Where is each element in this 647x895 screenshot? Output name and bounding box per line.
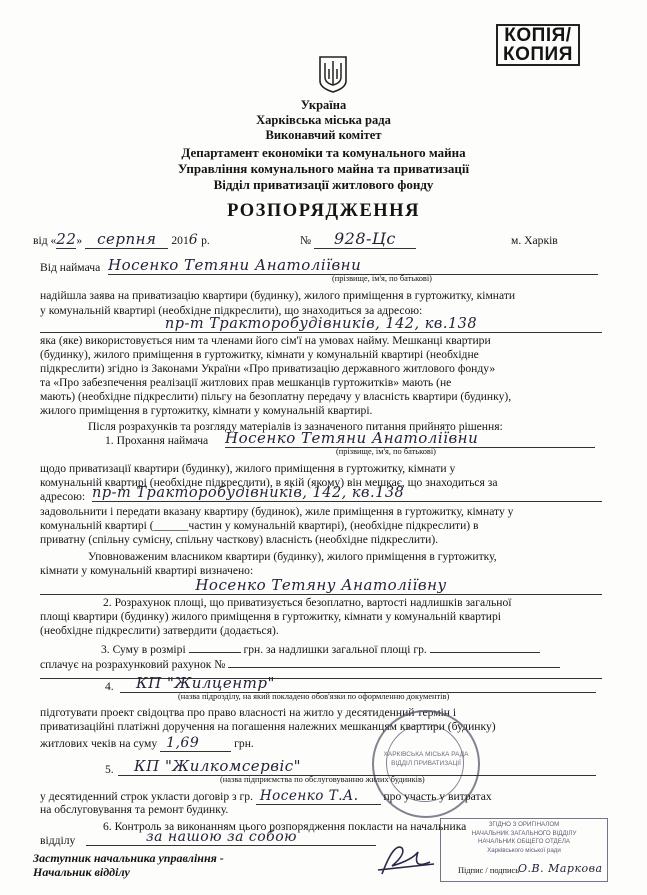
item5-caption: (назва підприємства по обслуговуванню жилих будинків)	[220, 775, 425, 784]
header-council: Харківська міська рада	[256, 113, 391, 127]
item1-line2: комунальній квартирі (необхідне підкреслити), в якій (якому) він мешкає, що знаходиться за	[40, 476, 498, 489]
date-month: серпня	[85, 230, 168, 249]
item6-label: відділу	[40, 834, 76, 847]
intro-line6: та «Про забезпечення реалізації житлових прав мешканців гуртожитків» мають (не	[40, 376, 452, 389]
intro-line8: жилого приміщення в гуртожитку, кімнати у комунальній квартирі.	[40, 404, 373, 417]
item1-owner: Носенко Тетяну Анатоліївну	[40, 576, 602, 595]
employer-label: Від наймача	[40, 261, 101, 274]
item6-line1: 6. Контроль за виконанням цього розпорядження покласти на начальника	[103, 820, 467, 833]
item3-line1: 3. Суму в розмірі грн. за надлишки загальної площі гр.	[101, 641, 540, 657]
item1-label: 1. Прохання наймача	[105, 434, 209, 447]
copy-stamp-line1: КОПІЯ/	[504, 25, 572, 46]
number-line: № 928-Цс	[300, 232, 416, 248]
signature-role-line2: Начальник відділу	[33, 865, 130, 879]
item5-org: КП "Жилкомсервіс"	[118, 757, 596, 776]
item2-line3: (необхідне підкреслити) затвердити (додається).	[40, 624, 279, 637]
item4-line2: приватизаційні платіжні доручення на погашення належних мешканцям квартири (будинку)	[40, 720, 496, 733]
header-committee: Виконавчий комітет	[265, 128, 382, 142]
item4-line3: житлових чеків на суму 1,69 грн.	[40, 735, 254, 751]
header-division: Відділ приватизації житлового фонду	[213, 177, 434, 192]
handwritten-signature	[372, 840, 442, 880]
item1-caption: (прізвище, ім'я, по батькові)	[336, 447, 436, 456]
item2-line1: 2. Розрахунок площі, що приватизується безоплатно, вартості надлишків загальної	[103, 596, 512, 609]
city: м. Харків	[511, 234, 558, 247]
item4-org: КП "Жилцентр"	[120, 674, 596, 693]
copy-stamp-line2: КОПИЯ	[503, 44, 573, 65]
item5-line1: у десятиденний строк укласти договір з гр. Носенко Т.А. про участь у витратах	[40, 788, 492, 804]
signature-role-line1: Заступник начальника управління -	[33, 851, 224, 865]
item4-sum: 1,69	[160, 735, 231, 752]
item4-line1: підготувати проект свідоцтва про право власності на житло у десятиденний термін і	[40, 706, 457, 719]
item1-line4: задовольнити і передати вказану квартиру (будинок), жиле приміщення в гуртожитку, кімнату у	[40, 505, 514, 518]
intro-line2: у комунальній квартирі (необхідне підкреслити), що знаходиться за адресою:	[40, 304, 423, 317]
round-stamp-line2: ВІДДІЛ ПРИВАТИЗАЦІЇ	[391, 760, 461, 767]
intro-line7: мають) (необхідне підкреслити) пільгу на безоплатну передачу у власність квартири (будинку),	[40, 390, 512, 403]
round-stamp-line1: ХАРКІВСЬКА МІСЬКА РАДА	[383, 751, 469, 758]
item4-caption: (назва підрозділу, на який покладено обов'язки по оформленню документів)	[178, 692, 450, 701]
signatory-name: О.В. Маркова	[518, 862, 603, 875]
item3-account-blank	[228, 656, 560, 668]
item2-line2: площі квартири (будинку) жилого приміщення в гуртожитку, кімнати у комунальній квартирі	[40, 610, 502, 623]
employer-name: Носенко Тетяни Анатоліївни	[108, 256, 598, 275]
item6-hand: за нашою за собою	[86, 829, 376, 846]
date-year-hand: 6	[188, 232, 199, 248]
item1-line1: щодо приватизації квартири (будинку), жилого приміщення в гуртожитку, кімнати у	[40, 462, 456, 475]
item1-address-label: адресою:	[40, 490, 86, 503]
item1-line5: комунальній квартирі (______частин у комунальній квартирі), (необхідне підкреслити) в	[40, 519, 479, 532]
certification-stamp: ЗГІДНО З ОРИГІНАЛОМ НАЧАЛЬНИК ЗАГАЛЬНОГО ВІДДІЛУ НАЧАЛЬНИК ОБЩЕГО ОТДЕЛА Харківського міської ради	[440, 818, 608, 882]
intro-line4: (будинку), жилого приміщення в гуртожитку, кімнати у комунальній квартирі (необхідне	[40, 348, 479, 361]
item5-line2: на обслуговування та ремонт будинку.	[40, 803, 229, 816]
employer-caption: (прізвище, ім'я, по батькові)	[332, 274, 432, 283]
item1-address: пр-т Тракторобудівників, 142, кв.138	[92, 485, 602, 502]
intro-line5: підкреслити) згідно із Законами України «Про приватизацію державного житлового фонду»	[40, 362, 496, 375]
item1-line6: приватну (спільну сумісну, спільну часткову) власність (необхідне підкреслити).	[40, 533, 439, 546]
date-day: 22	[56, 230, 77, 248]
date-line: від «22» серпня 2016 р.	[33, 230, 210, 248]
intro-line3: яка (яке) використовується ним та членами його сім'ї на умовах найму. Мешканці квартири	[40, 334, 491, 347]
item1-owner-line2: кімнати у комунальній квартирі визначено:	[40, 564, 254, 577]
item5-name: Носенко Т.А.	[256, 788, 381, 805]
item1-owner-line1: Уповноваженим власником квартири (будинку), жилого приміщення в гуртожитку,	[88, 550, 497, 563]
document-title: РОЗПОРЯДЖЕННЯ	[227, 201, 420, 221]
item1-name: Носенко Тетяни Анатоліївни	[225, 429, 595, 448]
copy-stamp	[496, 24, 580, 66]
item4-label: 4.	[105, 680, 114, 693]
header-country: Україна	[300, 98, 347, 112]
intro-line1: надійшла заява на приватизацію квартири (будинку), жилого приміщення в гуртожитку, кімнати	[40, 289, 516, 302]
item3-sum-blank	[189, 641, 241, 653]
header-department: Департамент економіки та комунального майна	[181, 145, 466, 160]
header-directorate: Управління комунального майна та приватизації	[177, 161, 470, 176]
item3-line2: сплачує на розрахунковий рахунок №	[40, 656, 560, 672]
trident-emblem-icon	[318, 55, 348, 93]
intro-address: пр-т Тракторобудівників, 142, кв.138	[40, 316, 602, 333]
after-consideration: Після розрахунків та розгляду матеріалів із зазначеного питання прийнято рішення:	[88, 420, 503, 433]
signature-caption: Підпис / подпись	[458, 866, 520, 875]
item3-citizen-blank	[430, 641, 540, 653]
item5-label: 5.	[105, 763, 114, 776]
order-number: 928-Цс	[314, 229, 416, 249]
